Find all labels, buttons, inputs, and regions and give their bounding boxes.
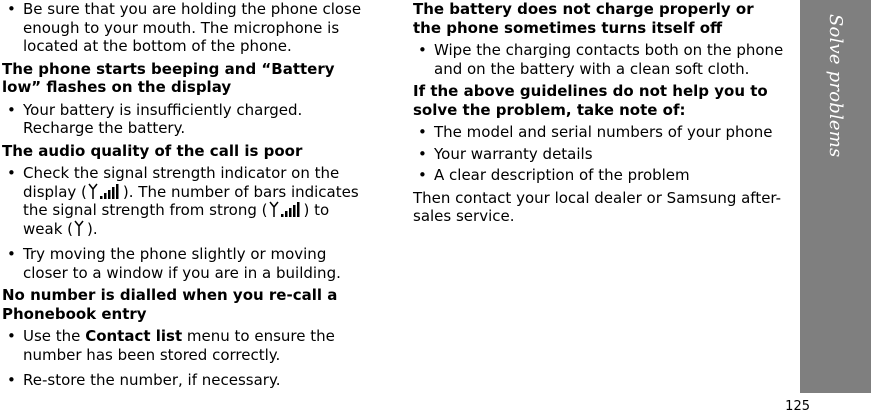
signal-strength-icon xyxy=(269,201,303,218)
section-heading: No number is dialled when you re-call a Phonebook entry xyxy=(2,286,338,323)
list-item: • Use the Contact list menu to ensure the number has been stored correctly. xyxy=(2,327,366,364)
section-heading: The audio quality of the call is poor xyxy=(2,141,303,160)
section-sidebar xyxy=(800,0,871,393)
list-item: • Check the signal strength indicator on the display ( ). The number of bars indicates the signal strength from strong ( ) to weak ( ). xyxy=(2,164,366,238)
list-item: • Wipe the charging contacts both on the phone and on the battery with a clean soft cloth. xyxy=(413,41,785,78)
list-item: • Your battery is insufficiently charged. Recharge the battery. xyxy=(2,101,366,138)
list-item: • Your warranty details xyxy=(413,145,785,164)
section-heading: If the above guidelines do not help you to solve the problem, take note of: xyxy=(413,82,768,119)
section-heading: The phone starts beeping and “Battery low” flashes on the display xyxy=(2,59,335,96)
list-item: • Try moving the phone slightly or moving closer to a window if you are in a building. xyxy=(2,245,366,282)
left-column xyxy=(2,0,366,390)
list-item: • A clear description of the problem xyxy=(413,166,785,185)
signal-weak-icon xyxy=(74,220,86,237)
list-item: • Be sure that you are holding the phone close enough to your mouth. The microphone is located at the bottom of the phone. xyxy=(2,0,366,56)
section-heading: The battery does not charge properly or the phone sometimes turns itself off xyxy=(413,0,754,37)
list-item: • Re-store the number, if necessary. xyxy=(2,371,366,390)
sidebar-title: Solve problems xyxy=(825,14,846,158)
list-item: • The model and serial numbers of your phone xyxy=(413,123,785,142)
closing-paragraph: Then contact your local dealer or Samsung after-sales service. xyxy=(413,188,782,225)
signal-strength-icon xyxy=(88,183,122,200)
menu-name: Contact list xyxy=(85,327,183,345)
page-number: 125 xyxy=(785,399,810,414)
right-column xyxy=(413,0,785,226)
